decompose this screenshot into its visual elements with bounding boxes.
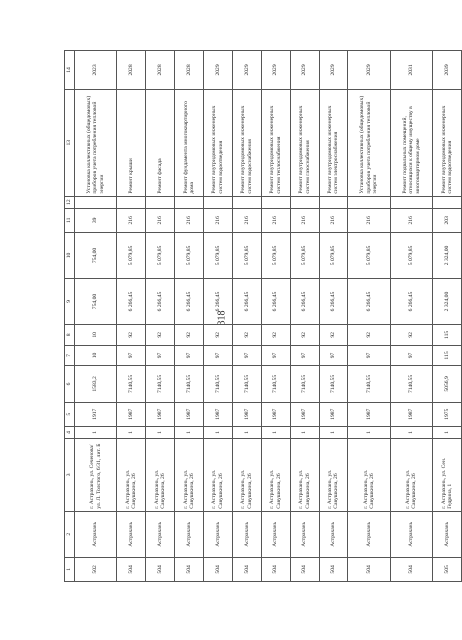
column-number-header: 14 <box>65 51 75 90</box>
col11-cell: 39 <box>75 208 117 232</box>
count-cell: 1 <box>175 426 204 438</box>
col8-cell: 115 <box>433 325 462 346</box>
city-cell: Астрахань <box>146 511 175 557</box>
col8-cell: 92 <box>319 325 348 346</box>
col7-cell: 97 <box>232 345 261 366</box>
row-number: 504 <box>290 557 319 581</box>
col10-cell: 5 079,85 <box>348 232 390 278</box>
year-built-cell: 1987 <box>117 402 146 426</box>
count-cell: 1 <box>203 426 232 438</box>
count-cell: 1 <box>319 426 348 438</box>
year-built-cell: 1987 <box>232 402 261 426</box>
address-cell: г. Астрахань, ул. Савушкина, 26 <box>232 438 261 511</box>
col12-cell <box>319 196 348 208</box>
count-cell: 1 <box>261 426 290 438</box>
address-cell: г. Астрахань, ул. Савушкина, 26 <box>117 438 146 511</box>
address-cell: г. Астрахань, ул. Сен. Гедрина, 1 <box>433 438 462 511</box>
row-number: 504 <box>261 557 290 581</box>
table-row <box>348 51 390 582</box>
work-type-cell: Ремонт внутридомовых инженерных систем водоснабжения <box>232 89 261 196</box>
work-type-cell: Ремонт внутридомовых инженерных систем теплоснабжения <box>261 89 290 196</box>
planned-year-cell: 2029 <box>319 51 348 90</box>
col12-cell <box>232 196 261 208</box>
area-cell: 7140,55 <box>290 366 319 402</box>
area-cell: 7140,55 <box>261 366 290 402</box>
row-number: 504 <box>175 557 204 581</box>
col10-cell: 5 079,85 <box>203 232 232 278</box>
address-cell: г. Астрахань, ул. Савушкина, 26 <box>175 438 204 511</box>
col10-cell: 5 079,85 <box>175 232 204 278</box>
col11-cell: 216 <box>175 208 204 232</box>
year-built-cell: 1917 <box>75 402 117 426</box>
col9-cell: 6 266,45 <box>390 278 432 324</box>
col10-cell: 5 079,85 <box>390 232 432 278</box>
col11-cell: 216 <box>390 208 432 232</box>
col8-cell: 92 <box>175 325 204 346</box>
area-cell: 7140,55 <box>175 366 204 402</box>
col10-cell: 5 079,85 <box>146 232 175 278</box>
city-cell: Астрахань <box>319 511 348 557</box>
work-type-cell: Установка коллективных (общедомовых) приборов учета потребления тепловой энергии <box>75 89 117 196</box>
col9-cell: 6 266,45 <box>261 278 290 324</box>
count-cell: 1 <box>146 426 175 438</box>
column-number-header: 12 <box>65 196 75 208</box>
row-number: 504 <box>232 557 261 581</box>
col11-cell: 216 <box>290 208 319 232</box>
work-type-cell: Ремонт внутридомовых инженерных систем электроснабжения <box>319 89 348 196</box>
table-row <box>232 51 261 582</box>
year-built-cell: 1987 <box>319 402 348 426</box>
col12-cell <box>175 196 204 208</box>
overhaul-schedule-table <box>64 50 462 582</box>
col7-cell: 97 <box>290 345 319 366</box>
address-cell: г. Астрахань, ул. Савушкина, 26 <box>348 438 390 511</box>
col11-cell: 216 <box>146 208 175 232</box>
city-cell: Астрахань <box>175 511 204 557</box>
col11-cell: 216 <box>203 208 232 232</box>
column-number-header: 11 <box>65 208 75 232</box>
col9-cell: 6 266,45 <box>232 278 261 324</box>
year-built-cell: 1987 <box>390 402 432 426</box>
col12-cell <box>203 196 232 208</box>
col8-cell: 92 <box>348 325 390 346</box>
column-number-header: 7 <box>65 345 75 366</box>
year-built-cell: 1987 <box>146 402 175 426</box>
column-number-header: 3 <box>65 438 75 511</box>
rotated-register-table <box>64 50 462 582</box>
col10-cell: 754,00 <box>75 232 117 278</box>
column-number-header: 1 <box>65 557 75 581</box>
table-row <box>75 51 117 582</box>
area-cell: 7140,55 <box>348 366 390 402</box>
col11-cell: 216 <box>261 208 290 232</box>
address-cell: г. Астрахань, ул. Савушкина, 26 <box>390 438 432 511</box>
col8-cell: 10 <box>75 325 117 346</box>
city-cell: Астрахань <box>261 511 290 557</box>
col12-cell <box>146 196 175 208</box>
count-cell: 1 <box>390 426 432 438</box>
row-number: 504 <box>203 557 232 581</box>
column-number-header: 13 <box>65 89 75 196</box>
row-number: 504 <box>146 557 175 581</box>
table-row <box>290 51 319 582</box>
planned-year-cell: 2028 <box>146 51 175 90</box>
table-row <box>319 51 348 582</box>
planned-year-cell: 2029 <box>348 51 390 90</box>
area-cell: 7140,55 <box>232 366 261 402</box>
city-cell: Астрахань <box>390 511 432 557</box>
address-cell: г. Астрахань, ул. Савушкина, 26 <box>261 438 290 511</box>
col11-cell: 216 <box>319 208 348 232</box>
col10-cell: 5 079,85 <box>232 232 261 278</box>
column-number-header: 10 <box>65 232 75 278</box>
row-number: 504 <box>117 557 146 581</box>
year-built-cell: 1987 <box>348 402 390 426</box>
col11-cell: 216 <box>232 208 261 232</box>
col7-cell: 97 <box>390 345 432 366</box>
planned-year-cell: 2029 <box>203 51 232 90</box>
col9-cell: 6 266,45 <box>319 278 348 324</box>
col7-cell: 97 <box>348 345 390 366</box>
city-cell: Астрахань <box>348 511 390 557</box>
col10-cell: 5 079,85 <box>319 232 348 278</box>
address-cell: г. Астрахань, ул. Савушкина, 26 <box>319 438 348 511</box>
col12-cell <box>117 196 146 208</box>
work-type-cell: Ремонт подвальных помещений, относящихся к общему имуществу в многоквартирном доме <box>390 89 432 196</box>
work-type-cell: Ремонт внутридомовых инженерных систем водоотведения <box>433 89 462 196</box>
area-cell: 1583,2 <box>75 366 117 402</box>
col10-cell: 5 079,85 <box>290 232 319 278</box>
year-built-cell: 1987 <box>203 402 232 426</box>
table-row <box>433 51 462 582</box>
address-cell: г. Астрахань, ул. Савушкина, 26 <box>146 438 175 511</box>
col8-cell: 92 <box>261 325 290 346</box>
col9-cell: 6 266,45 <box>348 278 390 324</box>
planned-year-cell: 2029 <box>232 51 261 90</box>
count-cell: 1 <box>433 426 462 438</box>
city-cell: Астрахань <box>203 511 232 557</box>
planned-year-cell: 2028 <box>117 51 146 90</box>
row-number: 505 <box>433 557 462 581</box>
count-cell: 1 <box>348 426 390 438</box>
col9-cell: 6 266,45 <box>203 278 232 324</box>
table-row <box>390 51 432 582</box>
work-type-cell: Ремонт фундамента многоквартирного дома <box>175 89 204 196</box>
col8-cell: 92 <box>232 325 261 346</box>
col7-cell: 97 <box>319 345 348 366</box>
col8-cell: 92 <box>203 325 232 346</box>
address-cell: г. Астрахань, ул. Савушкина, 26 <box>290 438 319 511</box>
table-row <box>261 51 290 582</box>
city-cell: Астрахань <box>433 511 462 557</box>
header-row <box>65 51 75 582</box>
address-cell: г. Астрахань, ул. Сеченова/ ул. Л. Толстого, 6/31, лит. Б <box>75 438 117 511</box>
col9-cell: 6 266,45 <box>146 278 175 324</box>
col7-cell: 97 <box>175 345 204 366</box>
col12-cell <box>348 196 390 208</box>
city-cell: Астрахань <box>75 511 117 557</box>
planned-year-cell: 2023 <box>75 51 117 90</box>
col11-cell: 203 <box>433 208 462 232</box>
col7-cell: 97 <box>146 345 175 366</box>
area-cell: 7140,55 <box>319 366 348 402</box>
year-built-cell: 1987 <box>175 402 204 426</box>
city-cell: Астрахань <box>290 511 319 557</box>
table-row <box>146 51 175 582</box>
col9-cell: 6 266,45 <box>117 278 146 324</box>
area-cell: 7140,55 <box>390 366 432 402</box>
table-row <box>203 51 232 582</box>
row-number: 502 <box>75 557 117 581</box>
col9-cell: 2 324,00 <box>433 278 462 324</box>
count-cell: 1 <box>232 426 261 438</box>
column-number-header: 4 <box>65 426 75 438</box>
column-number-header: 8 <box>65 325 75 346</box>
col12-cell <box>433 196 462 208</box>
column-number-header: 2 <box>65 511 75 557</box>
planned-year-cell: 2031 <box>390 51 432 90</box>
col12-cell <box>75 196 117 208</box>
col7-cell: 97 <box>261 345 290 366</box>
row-number: 504 <box>390 557 432 581</box>
col12-cell <box>261 196 290 208</box>
column-number-header: 9 <box>65 278 75 324</box>
col12-cell <box>390 196 432 208</box>
col8-cell: 92 <box>290 325 319 346</box>
row-number: 504 <box>348 557 390 581</box>
column-number-header: 6 <box>65 366 75 402</box>
planned-year-cell: 2029 <box>261 51 290 90</box>
col10-cell: 5 079,85 <box>261 232 290 278</box>
col7-cell: 115 <box>433 345 462 366</box>
planned-year-cell: 2028 <box>175 51 204 90</box>
area-cell: 7140,55 <box>117 366 146 402</box>
col7-cell: 97 <box>203 345 232 366</box>
col8-cell: 92 <box>117 325 146 346</box>
count-cell: 1 <box>117 426 146 438</box>
column-number-header: 5 <box>65 402 75 426</box>
area-cell: 7140,55 <box>203 366 232 402</box>
city-cell: Астрахань <box>232 511 261 557</box>
work-type-cell: Ремонт внутридомовых инженерных систем газоснабжения <box>290 89 319 196</box>
table-row <box>175 51 204 582</box>
year-built-cell: 1987 <box>290 402 319 426</box>
work-type-cell: Ремонт фасада <box>146 89 175 196</box>
col10-cell: 2 324,00 <box>433 232 462 278</box>
col9-cell: 754,00 <box>75 278 117 324</box>
col12-cell <box>290 196 319 208</box>
planned-year-cell: 2029 <box>290 51 319 90</box>
count-cell: 1 <box>290 426 319 438</box>
col9-cell: 6 266,45 <box>175 278 204 324</box>
col11-cell: 216 <box>348 208 390 232</box>
work-type-cell: Установка коллективных (общедомовых) приборов учета потребления тепловой энергии <box>348 89 390 196</box>
year-built-cell: 1975 <box>433 402 462 426</box>
page-number: 318 <box>216 310 228 326</box>
area-cell: 7140,55 <box>146 366 175 402</box>
row-number: 504 <box>319 557 348 581</box>
col8-cell: 92 <box>390 325 432 346</box>
col11-cell: 216 <box>117 208 146 232</box>
count-cell: 1 <box>75 426 117 438</box>
address-cell: г. Астрахань, ул. Савушкина, 26 <box>203 438 232 511</box>
col8-cell: 92 <box>146 325 175 346</box>
col7-cell: 97 <box>117 345 146 366</box>
work-type-cell: Ремонт крыши <box>117 89 146 196</box>
area-cell: 5056,9 <box>433 366 462 402</box>
planned-year-cell: 2039 <box>433 51 462 90</box>
work-type-cell: Ремонт внутридомовых инженерных систем водоотведения <box>203 89 232 196</box>
col7-cell: 10 <box>75 345 117 366</box>
table-row <box>117 51 146 582</box>
col10-cell: 5 079,85 <box>117 232 146 278</box>
year-built-cell: 1987 <box>261 402 290 426</box>
col9-cell: 6 266,45 <box>290 278 319 324</box>
city-cell: Астрахань <box>117 511 146 557</box>
